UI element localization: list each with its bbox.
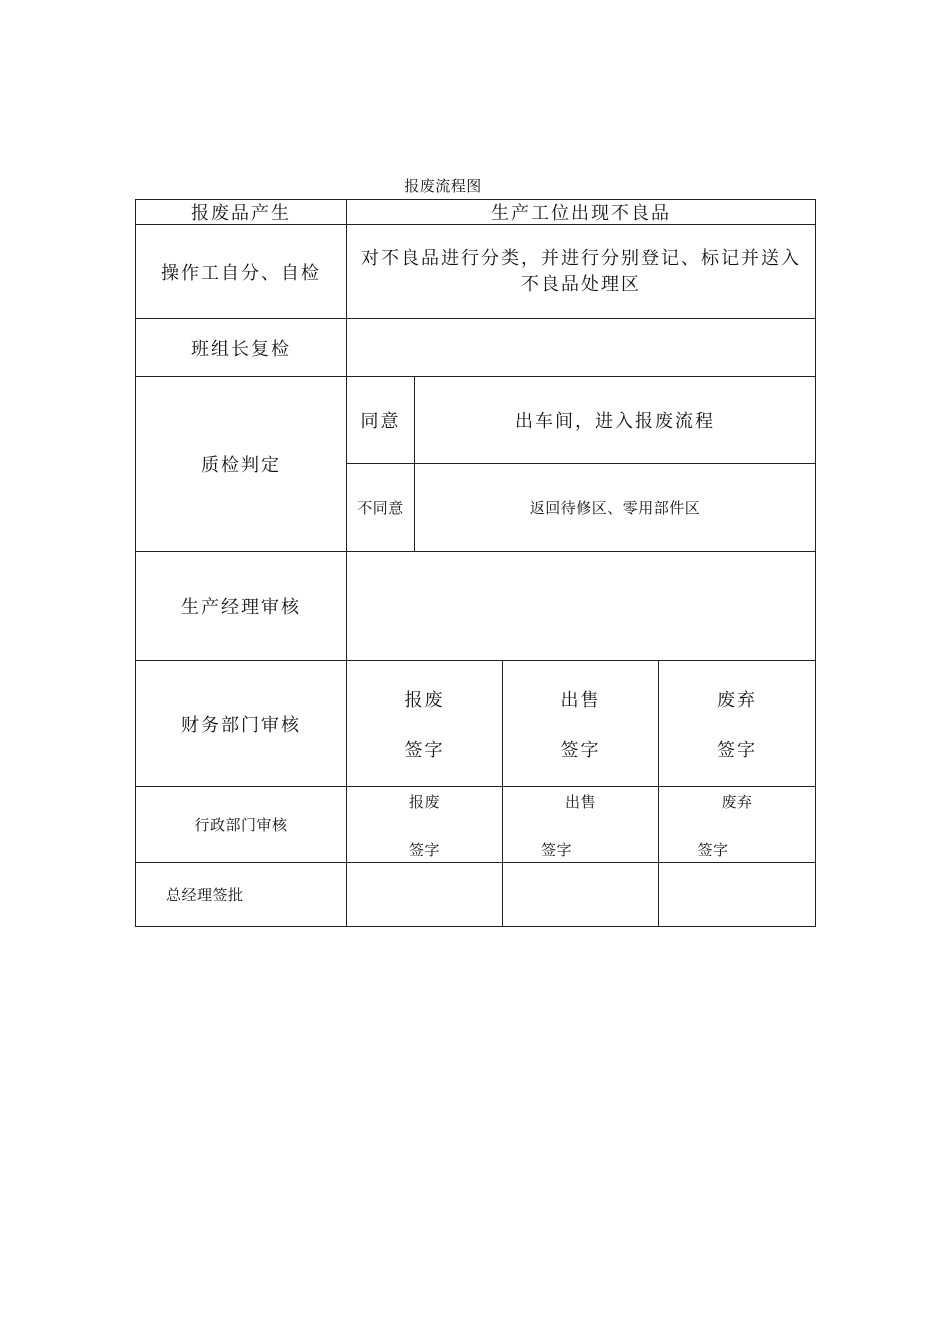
finance-sign-label: 签字 bbox=[404, 739, 445, 761]
table-border-bottom bbox=[135, 926, 816, 927]
table-border-right bbox=[815, 199, 816, 927]
finance-option-label: 出售 bbox=[560, 689, 601, 711]
qc-disagree-label: 不同意 bbox=[357, 499, 404, 517]
admin-option-label: 出售 bbox=[564, 793, 596, 811]
admin-sign-label: 签字 bbox=[540, 841, 572, 859]
qc-agree-label: 同意 bbox=[360, 411, 401, 432]
admin-option-label: 废弃 bbox=[721, 793, 753, 811]
row-label-scrap-generated: 报废品产生 bbox=[191, 203, 291, 224]
row-label-finance-review: 财务部门审核 bbox=[181, 714, 301, 736]
row-label-team-leader-recheck: 班组长复检 bbox=[191, 338, 291, 360]
admin-option-discard bbox=[659, 787, 815, 862]
admin-option-label: 报废 bbox=[408, 793, 440, 811]
row-label-gm-approval: 总经理签批 bbox=[166, 886, 244, 904]
row-label-admin-review: 行政部门审核 bbox=[194, 816, 288, 834]
finance-option-label: 报废 bbox=[404, 689, 445, 711]
gm-approval-cell bbox=[347, 863, 502, 926]
row-label-operator-check: 操作工自分、自检 bbox=[161, 262, 321, 284]
gm-approval-cell bbox=[659, 863, 815, 926]
row-content-team-leader-recheck bbox=[347, 319, 815, 376]
finance-option-scrap bbox=[347, 661, 502, 786]
row-content-scrap-generated: 生产工位出现不良品 bbox=[491, 203, 671, 224]
admin-sign-label: 签字 bbox=[697, 841, 729, 859]
finance-sign-label: 签字 bbox=[717, 739, 757, 761]
admin-sign-label: 签字 bbox=[408, 841, 440, 859]
row-content-operator-check: 对不良品进行分类，并进行分别登记、标记并送入不良品处理区 bbox=[361, 247, 801, 295]
page-title: 报废流程图 bbox=[404, 177, 482, 195]
finance-sign-label: 签字 bbox=[560, 739, 601, 761]
finance-option-label: 废弃 bbox=[717, 689, 757, 711]
row-content-production-manager-review bbox=[347, 552, 815, 660]
row-label-production-manager-review: 生产经理审核 bbox=[181, 597, 301, 618]
qc-agree-content: 出车间，进入报废流程 bbox=[515, 411, 715, 432]
qc-disagree-content: 返回待修区、零用部件区 bbox=[529, 499, 701, 517]
finance-option-discard bbox=[659, 661, 815, 786]
gm-approval-cell bbox=[503, 863, 658, 926]
row-label-qc-judgment: 质检判定 bbox=[201, 455, 281, 476]
finance-option-sell bbox=[503, 661, 658, 786]
